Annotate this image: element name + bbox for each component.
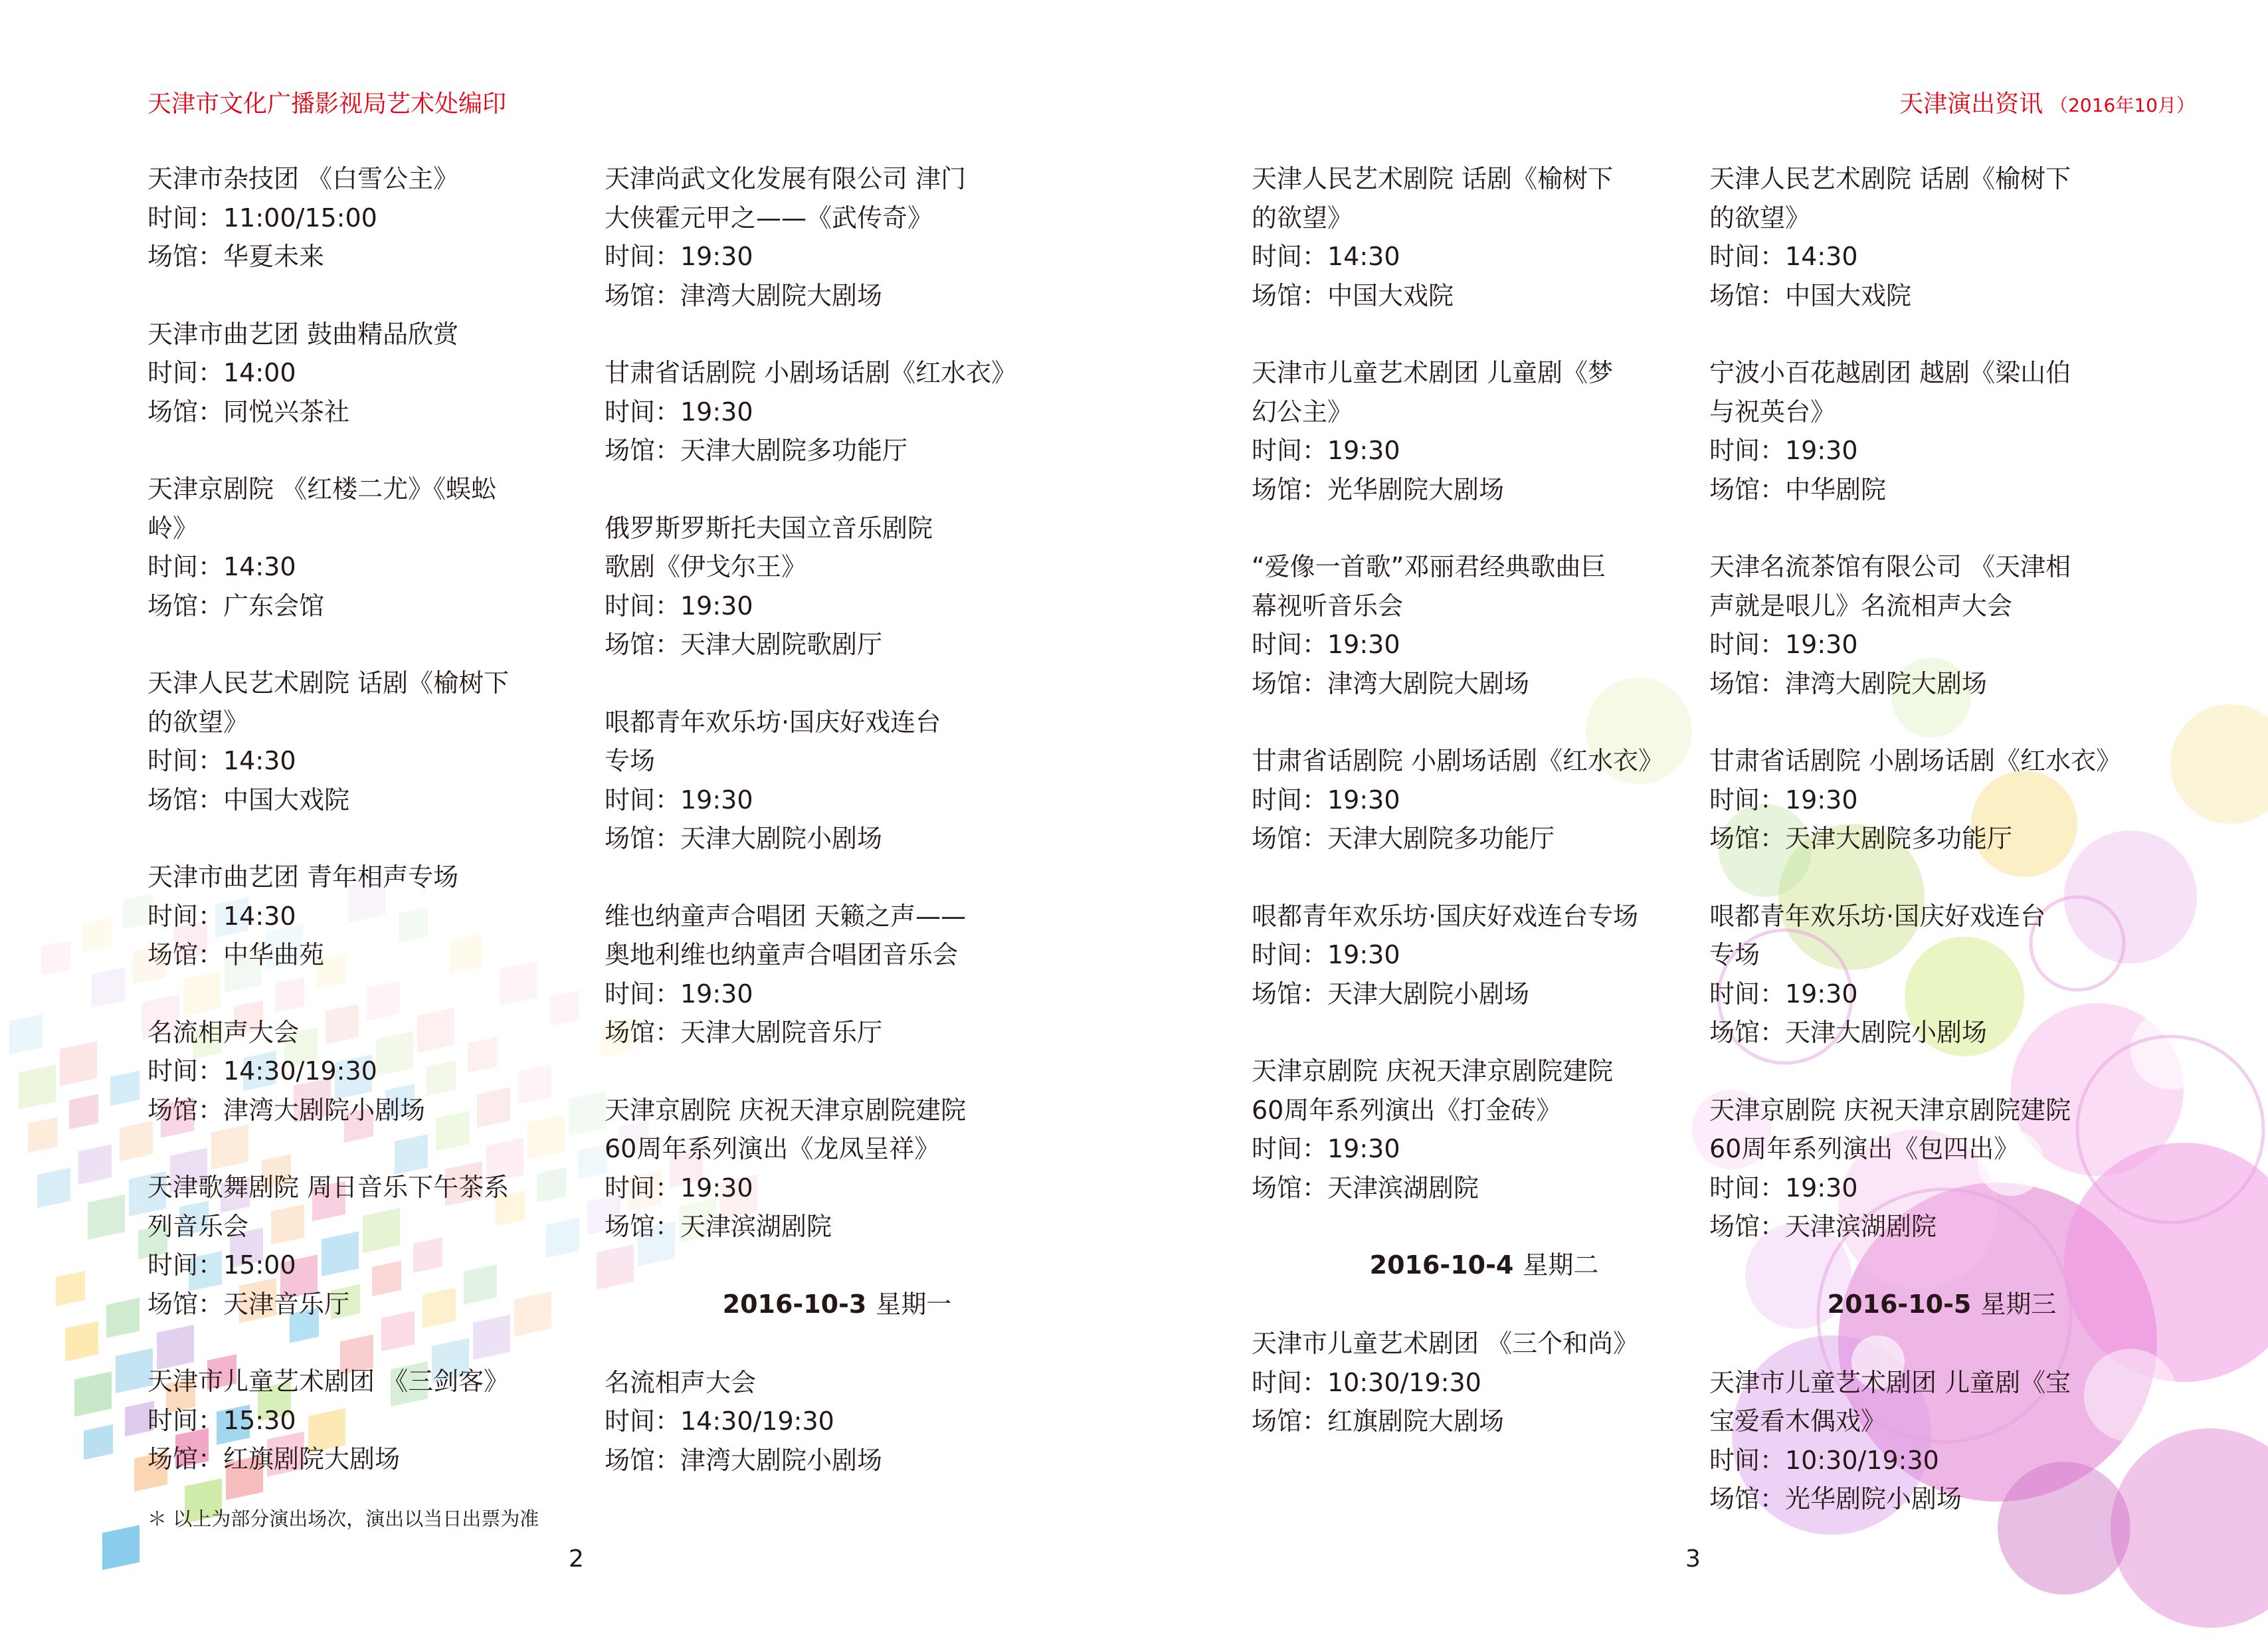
decor-tile — [84, 1424, 113, 1460]
event-venue: 场馆：天津滨湖剧院 — [605, 1212, 832, 1241]
event-time: 时间：10:30/19:30 — [1709, 1445, 1939, 1475]
event-title-line: 列音乐会 — [147, 1211, 249, 1241]
event-venue: 场馆：津湾大剧院大剧场 — [1709, 668, 1988, 698]
day-date: 2016-10-4 — [1369, 1250, 1514, 1280]
event-venue: 场馆：同悦兴茶社 — [147, 397, 350, 427]
event-time: 时间：14:30 — [147, 552, 296, 581]
event-title-line: “爱像一首歌”邓丽君经典歌曲巨 — [1252, 552, 1606, 581]
decor-tile — [106, 1298, 140, 1338]
event-entry — [1709, 1091, 2174, 1246]
event-venue: 场馆：天津滨湖剧院 — [1252, 1173, 1479, 1203]
event-title-line: 天津尚武文化发展有限公司 津门 — [605, 164, 967, 193]
page-number-right: 3 — [1685, 1545, 1701, 1573]
footnote: ＊ 以上为部分演出场次，演出以当日出票为准 — [147, 1507, 539, 1530]
right-page — [1134, 0, 2268, 1649]
event-title-line: 哏都青年欢乐坊·国庆好戏连台专场 — [1252, 901, 1639, 931]
event-entry — [1252, 353, 1717, 509]
event-time: 时间：14:00 — [147, 358, 296, 387]
event-entry — [1709, 741, 2174, 858]
decor-tile — [41, 940, 70, 975]
decor-tile — [56, 1271, 85, 1306]
event-title-line: 天津市曲艺团 鼓曲精品欣赏 — [147, 319, 459, 349]
event-title-line: 俄罗斯罗斯托夫国立音乐剧院 — [605, 513, 933, 543]
event-venue: 场馆：津湾大剧院小剧场 — [147, 1095, 426, 1125]
decor-tile — [82, 917, 112, 952]
event-venue: 场馆：红旗剧院大剧场 — [1252, 1406, 1505, 1436]
event-time: 时间：14:30 — [147, 746, 296, 775]
event-title-line: 天津市儿童艺术剧团 儿童剧《宝 — [1709, 1367, 2071, 1397]
event-entry — [147, 1013, 613, 1130]
event-title-line: 奥地利维也纳童声合唱团音乐会 — [605, 940, 959, 969]
event-time: 时间：19:30 — [605, 785, 753, 815]
event-venue: 场馆：天津大剧院小剧场 — [1709, 1018, 1988, 1047]
event-title-line: 天津人民艺术剧院 话剧《榆树下 — [147, 668, 510, 698]
event-title-line: 甘肃省话剧院 小剧场话剧《红水衣》 — [1709, 746, 2122, 775]
right-column-1 — [1252, 159, 1717, 1480]
day-heading — [1252, 1246, 1717, 1284]
event-entry — [605, 897, 1070, 1052]
day-weekday: 星期二 — [1523, 1250, 1599, 1280]
event-title-line: 的欲望》 — [1252, 203, 1353, 233]
event-venue: 场馆：天津滨湖剧院 — [1709, 1212, 1937, 1241]
decor-tile — [92, 967, 125, 1008]
event-title-line: 甘肃省话剧院 小剧场话剧《红水衣》 — [1252, 746, 1664, 775]
event-venue: 场馆：津湾大剧院小剧场 — [605, 1445, 883, 1475]
event-title-line: 宝爱看木偶戏》 — [1709, 1406, 1887, 1436]
event-entry — [1709, 897, 2174, 1052]
event-title-line: 大侠霍元甲之——《武传奇》 — [605, 203, 933, 233]
event-entry — [1252, 1052, 1717, 1207]
event-time: 时间：14:30 — [1709, 242, 1858, 271]
event-entry — [1252, 159, 1717, 315]
decor-tile — [9, 1014, 43, 1054]
event-entry — [147, 315, 613, 432]
decor-tile — [78, 1144, 112, 1185]
event-venue: 场馆：中华剧院 — [1709, 474, 1887, 504]
event-title-line: 天津名流茶馆有限公司 《天津相 — [1709, 552, 2071, 581]
event-time: 时间：19:30 — [605, 591, 753, 621]
event-venue: 场馆：天津大剧院多功能厅 — [605, 436, 908, 465]
event-venue: 场馆：天津大剧院歌剧厅 — [605, 630, 883, 659]
event-title-line: 天津市儿童艺术剧团 《三个和尚》 — [1252, 1329, 1639, 1358]
event-venue: 场馆：天津大剧院音乐厅 — [605, 1018, 883, 1047]
event-title-line: 天津市儿童艺术剧团 《三剑客》 — [147, 1367, 510, 1396]
event-title-line: 岭》 — [147, 513, 199, 543]
event-entry — [147, 664, 613, 819]
event-title-line: 哏都青年欢乐坊·国庆好戏连台 — [605, 707, 941, 737]
decor-tile — [19, 1064, 56, 1110]
event-title-line: 天津人民艺术剧院 话剧《榆树下 — [1709, 164, 2071, 193]
event-title-line: 天津市曲艺团 青年相声专场 — [147, 862, 459, 892]
event-title-line: 甘肃省话剧院 小剧场话剧《红水衣》 — [605, 358, 1017, 387]
event-time: 时间：19:30 — [1252, 1134, 1400, 1163]
event-entry — [1252, 547, 1717, 703]
decor-tile — [74, 1371, 112, 1416]
event-entry — [605, 509, 1070, 664]
event-time: 时间：14:30 — [1252, 242, 1400, 271]
page-number-left: 2 — [569, 1545, 584, 1573]
event-title-line: 名流相声大会 — [147, 1017, 300, 1047]
day-weekday: 星期一 — [876, 1289, 952, 1319]
event-title-line: 天津京剧院 庆祝天津京剧院建院 — [1252, 1056, 1614, 1086]
event-title-line: 60周年系列演出《包四出》 — [1709, 1134, 2020, 1163]
event-title-line: 声就是哏儿》名流相声大会 — [1709, 591, 2013, 621]
event-time: 时间：11:00/15:00 — [147, 203, 377, 233]
event-venue: 场馆：天津大剧院多功能厅 — [1252, 824, 1555, 853]
event-title-line: 专场 — [605, 746, 656, 775]
event-title-line: 哏都青年欢乐坊·国庆好戏连台 — [1709, 901, 2046, 931]
event-time: 时间：19:30 — [605, 979, 753, 1009]
event-title-line: 天津京剧院 庆祝天津京剧院建院 — [1709, 1095, 2071, 1125]
event-venue: 场馆：津湾大剧院大剧场 — [1252, 668, 1530, 698]
event-title-line: 60周年系列演出《打金砖》 — [1252, 1095, 1562, 1125]
event-entry — [605, 159, 1070, 315]
day-heading — [1709, 1285, 2174, 1323]
event-venue: 场馆：津湾大剧院大剧场 — [605, 280, 883, 310]
event-title-line: 维也纳童声合唱团 天籁之声—— — [605, 901, 967, 931]
event-venue: 场馆：天津大剧院多功能厅 — [1709, 824, 2013, 853]
event-title-line: 天津人民艺术剧院 话剧《榆树下 — [1252, 164, 1614, 193]
event-title-line: 天津京剧院 《红楼二尤》《蜈蚣 — [147, 474, 497, 504]
event-time: 时间：19:30 — [1252, 436, 1400, 465]
event-time: 时间：14:30 — [147, 901, 296, 931]
event-time: 时间：19:30 — [1709, 436, 1858, 465]
event-venue: 场馆：中国大戏院 — [1709, 280, 1912, 310]
decor-bubble — [2170, 704, 2268, 824]
left-column-1 — [147, 159, 613, 1517]
event-time: 时间：19:30 — [1709, 979, 1858, 1009]
event-entry — [147, 1168, 613, 1323]
event-venue: 场馆：中华曲苑 — [147, 940, 325, 969]
event-title-line: 与祝英台》 — [1709, 397, 1836, 427]
decor-tile — [65, 1321, 98, 1362]
event-title-line: 歌剧《伊戈尔王》 — [605, 552, 807, 581]
event-time: 时间：10:30/19:30 — [1252, 1367, 1481, 1397]
decor-tile — [69, 1094, 98, 1129]
day-weekday: 星期三 — [1980, 1289, 2057, 1319]
event-time: 时间：19:30 — [1709, 785, 1858, 815]
event-title-line: 幕视听音乐会 — [1252, 591, 1404, 621]
event-entry — [1252, 741, 1717, 858]
event-time: 时间：19:30 — [1252, 940, 1400, 969]
event-title-line: 天津市杂技团 《白雪公主》 — [147, 164, 459, 193]
decor-tile — [28, 1117, 57, 1153]
event-entry — [1709, 547, 2174, 703]
event-title-line: 天津市儿童艺术剧团 儿童剧《梦 — [1252, 358, 1614, 387]
event-time: 时间：19:30 — [1709, 630, 1858, 659]
event-entry — [1252, 897, 1717, 1014]
event-venue: 场馆：华夏未来 — [147, 242, 325, 271]
day-date: 2016-10-3 — [722, 1289, 867, 1319]
event-entry — [1709, 1363, 2174, 1519]
event-entry — [605, 703, 1070, 858]
event-time: 时间：19:30 — [605, 242, 753, 271]
event-venue: 场馆：中国大戏院 — [147, 785, 350, 815]
event-entry — [147, 470, 613, 625]
event-title-line: 幻公主》 — [1252, 397, 1353, 427]
event-time: 时间：19:30 — [1252, 785, 1400, 815]
event-time: 时间：14:30/19:30 — [605, 1406, 834, 1436]
event-venue: 场馆：天津大剧院小剧场 — [1252, 979, 1530, 1009]
event-title-line: 专场 — [1709, 940, 1760, 969]
issue-title: 天津演出资讯 — [1899, 90, 2043, 118]
event-time: 时间：19:30 — [605, 397, 753, 427]
event-title-line: 天津京剧院 庆祝天津京剧院建院 — [605, 1095, 967, 1125]
event-time: 时间：19:30 — [605, 1173, 753, 1203]
event-entry — [147, 159, 613, 276]
event-title-line: 60周年系列演出《龙凤呈祥》 — [605, 1134, 940, 1163]
decor-tile — [110, 1070, 140, 1106]
event-title-line: 的欲望》 — [1709, 203, 1811, 233]
event-entry — [147, 858, 613, 975]
day-heading — [605, 1285, 1070, 1323]
left-column-2 — [605, 159, 1070, 1518]
issue-header — [1899, 85, 2195, 119]
right-column-2 — [1709, 159, 2174, 1557]
event-venue: 场馆：光华剧院大剧场 — [1252, 474, 1505, 504]
event-entry — [1252, 1324, 1717, 1441]
event-venue: 场馆：光华剧院小剧场 — [1709, 1484, 1962, 1513]
event-time: 时间：15:30 — [147, 1405, 296, 1435]
event-time: 时间：19:30 — [1709, 1173, 1858, 1203]
event-title-line: 的欲望》 — [147, 707, 249, 737]
decor-tile — [60, 1041, 97, 1086]
event-time: 时间：15:00 — [147, 1250, 296, 1280]
decor-tile — [102, 1525, 140, 1570]
event-venue: 场馆：天津大剧院小剧场 — [605, 824, 883, 853]
event-venue: 场馆：天津音乐厅 — [147, 1289, 350, 1319]
event-venue: 场馆：广东会馆 — [147, 591, 325, 621]
event-time: 时间：14:30/19:30 — [147, 1056, 377, 1086]
event-entry — [605, 353, 1070, 470]
event-entry — [147, 1362, 613, 1479]
event-title-line: 宁波小百花越剧团 越剧《梁山伯 — [1709, 358, 2071, 387]
event-entry — [1709, 353, 2174, 509]
event-time: 时间：19:30 — [1252, 630, 1400, 659]
event-entry — [1709, 159, 2174, 315]
issue-month: （2016年10月） — [2049, 94, 2195, 116]
event-title-line: 天津歌舞剧院 周日音乐下午茶系 — [147, 1173, 510, 1202]
decor-tile — [88, 1195, 125, 1240]
event-venue: 场馆：红旗剧院大剧场 — [147, 1444, 401, 1474]
event-entry — [605, 1091, 1070, 1246]
day-date: 2016-10-5 — [1827, 1289, 1972, 1319]
event-entry — [605, 1363, 1070, 1480]
publisher-header: 天津市文化广播影视局艺术处编印 — [147, 90, 507, 118]
decor-tile — [37, 1167, 70, 1208]
event-venue: 场馆：中国大戏院 — [1252, 280, 1454, 310]
event-title-line: 名流相声大会 — [605, 1367, 757, 1397]
